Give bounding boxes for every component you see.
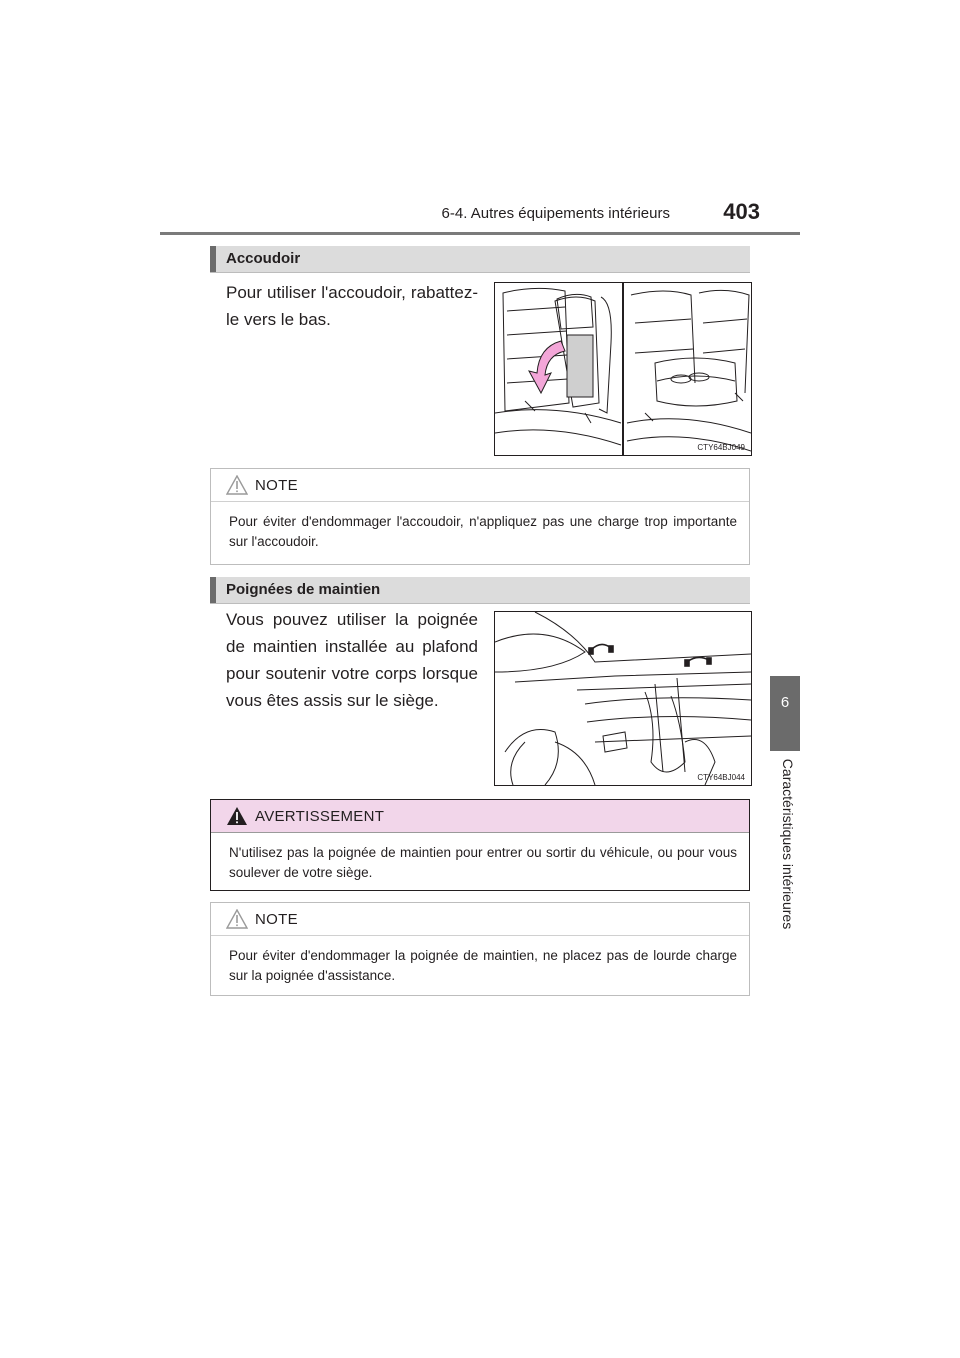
section-title: Accoudoir: [226, 250, 301, 267]
note-header: [211, 903, 749, 936]
page-number: 403: [723, 199, 760, 224]
warning-text: N'utilisez pas la poignée de maintien pour entrer ou sortir du véhicule, ou pour vous soulever de votre siège.: [229, 845, 737, 880]
warning-label: AVERTISSEMENT: [255, 808, 385, 825]
section-accent: [210, 246, 216, 272]
grab-handle-drawing: [495, 612, 751, 785]
section-header-armrest: [210, 246, 750, 273]
armrest-illustration: [494, 282, 752, 456]
grab-handle-illustration: [494, 611, 752, 786]
warning-header: [211, 800, 749, 833]
image-code: CTY64BJ044: [697, 773, 745, 782]
grab-handle-instructions: Vous pouvez utiliser la poignée de maintien installée au plafond pour soutenir votre corps lorsque vous êtes assis sur le siège.: [226, 610, 478, 710]
header-rule: [160, 232, 800, 235]
caution-triangle-outline-icon: [226, 475, 248, 495]
note-label: NOTE: [255, 911, 298, 928]
running-header-section: 6-4. Autres équipements intérieurs: [441, 205, 670, 222]
note-box-armrest: [210, 468, 750, 565]
caution-triangle-outline-icon: [226, 909, 248, 929]
section-header-grab-handles: [210, 577, 750, 604]
note-label: NOTE: [255, 477, 298, 494]
section-accent: [210, 577, 216, 603]
armrest-instructions: Pour utiliser l'accoudoir, rabattez-le vers le bas.: [226, 283, 478, 329]
warning-box: [210, 799, 750, 891]
chapter-title: Caractéristiques intérieures: [780, 758, 796, 930]
armrest-drawing: [495, 283, 751, 455]
warning-triangle-filled-icon: [226, 806, 248, 826]
note-header: [211, 469, 749, 502]
section-title: Poignées de maintien: [226, 581, 381, 598]
note-box-grab-handle: [210, 902, 750, 996]
chapter-tab: [770, 676, 800, 751]
image-code: CTY64BJ049: [697, 443, 745, 452]
note-text: Pour éviter d'endommager la poignée de maintien, ne placez pas de lourde charge sur la poignée d'assistance.: [229, 948, 737, 983]
chapter-number: 6: [780, 694, 790, 711]
note-text: Pour éviter d'endommager l'accoudoir, n'appliquez pas une charge trop importante sur l'accoudoir.: [229, 514, 737, 549]
